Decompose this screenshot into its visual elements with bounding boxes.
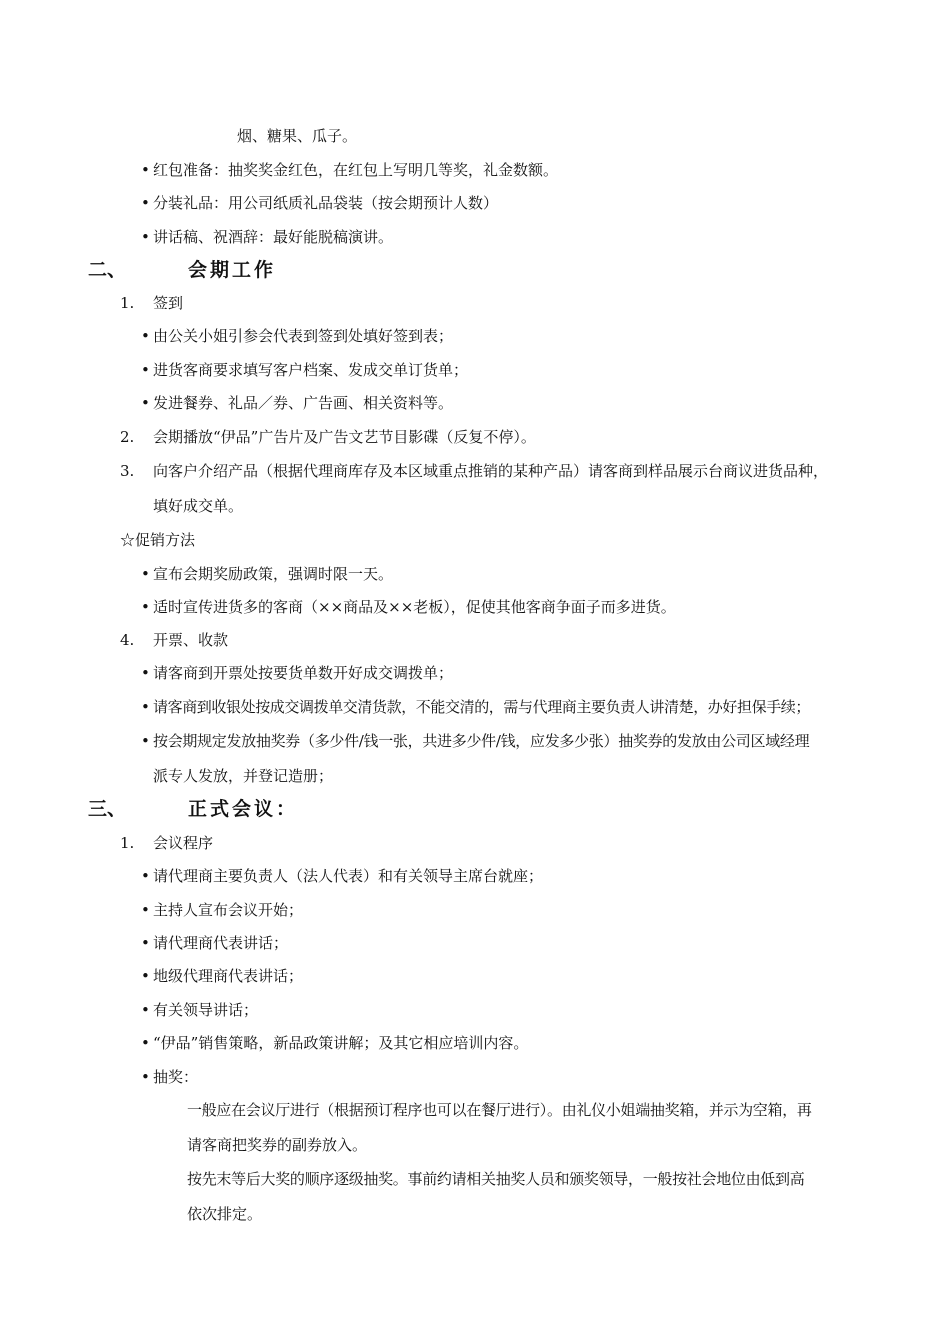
bullet-agenda-4: 地级代理商代表讲话；	[153, 967, 304, 985]
list-number: 3.	[120, 462, 135, 480]
bullet-agenda-7: 抽奖：	[153, 1068, 199, 1086]
bullet-marker: •	[141, 732, 150, 750]
list-item-agenda: 会议程序	[153, 834, 214, 852]
list-number: 4.	[120, 631, 135, 649]
bullet-agenda-2: 主持人宣布会议开始；	[153, 901, 304, 919]
list-number: 2.	[120, 428, 135, 446]
list-number: 1.	[120, 834, 135, 852]
list-item-playback: 会期播放“伊品”广告片及广告文艺节目影碟（反复不停）。	[153, 428, 536, 446]
bullet-marker: •	[141, 1001, 150, 1019]
bullet-promo-1: 宣布会期奖励政策，强调时限一天。	[153, 565, 394, 583]
list-item-billing: 开票、收款	[153, 631, 229, 649]
bullet-marker: •	[141, 327, 150, 345]
paragraph-lottery-1: 一般应在会议厅进行（根据预订程序也可以在餐厅进行）。由礼仪小姐端抽奖箱，并示为空箱，再	[187, 1101, 812, 1119]
bullet-marker: •	[141, 664, 150, 682]
promo-title: ☆促销方法	[120, 531, 196, 549]
bullet-marker: •	[141, 598, 150, 616]
bullet-pay-3: 按会期规定发放抽奖券（多少件/钱一张，共进多少件/钱，应发多少张）抽奖券的发放由公司区域经理	[153, 732, 810, 750]
bullet-signin-2: 进货客商要求填写客户档案、发成交单订货单；	[153, 361, 469, 379]
bullet-marker: •	[141, 901, 150, 919]
bullet-agenda-5: 有关领导讲话；	[153, 1001, 259, 1019]
bullet-marker: •	[141, 565, 150, 583]
bullet-marker: •	[141, 228, 150, 246]
paragraph-lottery-2: 按先末等后大奖的顺序逐级抽奖。事前约请相关抽奖人员和颁奖领导，一般按社会地位由低到高	[187, 1170, 805, 1188]
continuation-line: 烟、糖果、瓜子。	[237, 127, 358, 145]
bullet-marker: •	[141, 394, 150, 412]
bullet-marker: •	[141, 867, 150, 885]
bullet-hongbao: 红包准备：抽奖奖金红色，在红包上写明几等奖，礼金数额。	[153, 161, 559, 179]
bullet-agenda-3: 请代理商代表讲话；	[153, 934, 289, 952]
list-item-introduce-cont: 填好成交单。	[153, 497, 244, 515]
bullet-agenda-1: 请代理商主要负责人（法人代表）和有关领导主席台就座；	[153, 867, 544, 885]
bullet-pay-3-cont: 派专人发放，并登记造册；	[153, 767, 334, 785]
paragraph-lottery-1-cont: 请客商把奖券的副券放入。	[187, 1136, 368, 1154]
section-number: 二、	[88, 259, 127, 281]
bullet-marker: •	[141, 361, 150, 379]
bullet-fenzhuang: 分装礼品：用公司纸质礼品袋装（按会期预计人数）	[153, 194, 499, 212]
bullet-marker: •	[141, 698, 150, 716]
bullet-jianghua: 讲话稿、祝酒辞：最好能脱稿演讲。	[153, 228, 394, 246]
bullet-marker: •	[141, 1034, 150, 1052]
bullet-pay-2: 请客商到收银处按成交调拨单交清货款，不能交清的，需与代理商主要负责人讲清楚，办好担保手续；	[153, 698, 811, 716]
bullet-marker: •	[141, 161, 150, 179]
section-heading-3	[88, 797, 488, 821]
list-item-introduce: 向客户介绍产品（根据代理商库存及本区域重点推销的某种产品）请客商到样品展示台商议进货品种，	[153, 462, 829, 480]
bullet-marker: •	[141, 194, 150, 212]
bullet-marker: •	[141, 1068, 150, 1086]
bullet-signin-1: 由公关小姐引参会代表到签到处填好签到表；	[153, 327, 454, 345]
section-title: 会期工作	[188, 259, 277, 281]
section-title: 正式会议：	[188, 798, 299, 820]
bullet-marker: •	[141, 934, 150, 952]
list-number: 1.	[120, 294, 135, 312]
bullet-marker: •	[141, 967, 150, 985]
section-number: 三、	[88, 798, 127, 820]
bullet-agenda-6: “伊品”销售策略，新品政策讲解；及其它相应培训内容。	[153, 1034, 529, 1052]
section-heading-2	[88, 258, 488, 282]
bullet-signin-3: 发进餐券、礼品／券、广告画、相关资料等。	[153, 394, 454, 412]
list-item-signin: 签到	[153, 294, 184, 312]
bullet-pay-1: 请客商到开票处按要货单数开好成交调拨单；	[153, 664, 454, 682]
bullet-promo-2: 适时宣传进货多的客商（××商品及××老板），促使其他客商争面子而多进货。	[153, 598, 676, 616]
paragraph-lottery-2-cont: 依次排定。	[187, 1205, 263, 1223]
